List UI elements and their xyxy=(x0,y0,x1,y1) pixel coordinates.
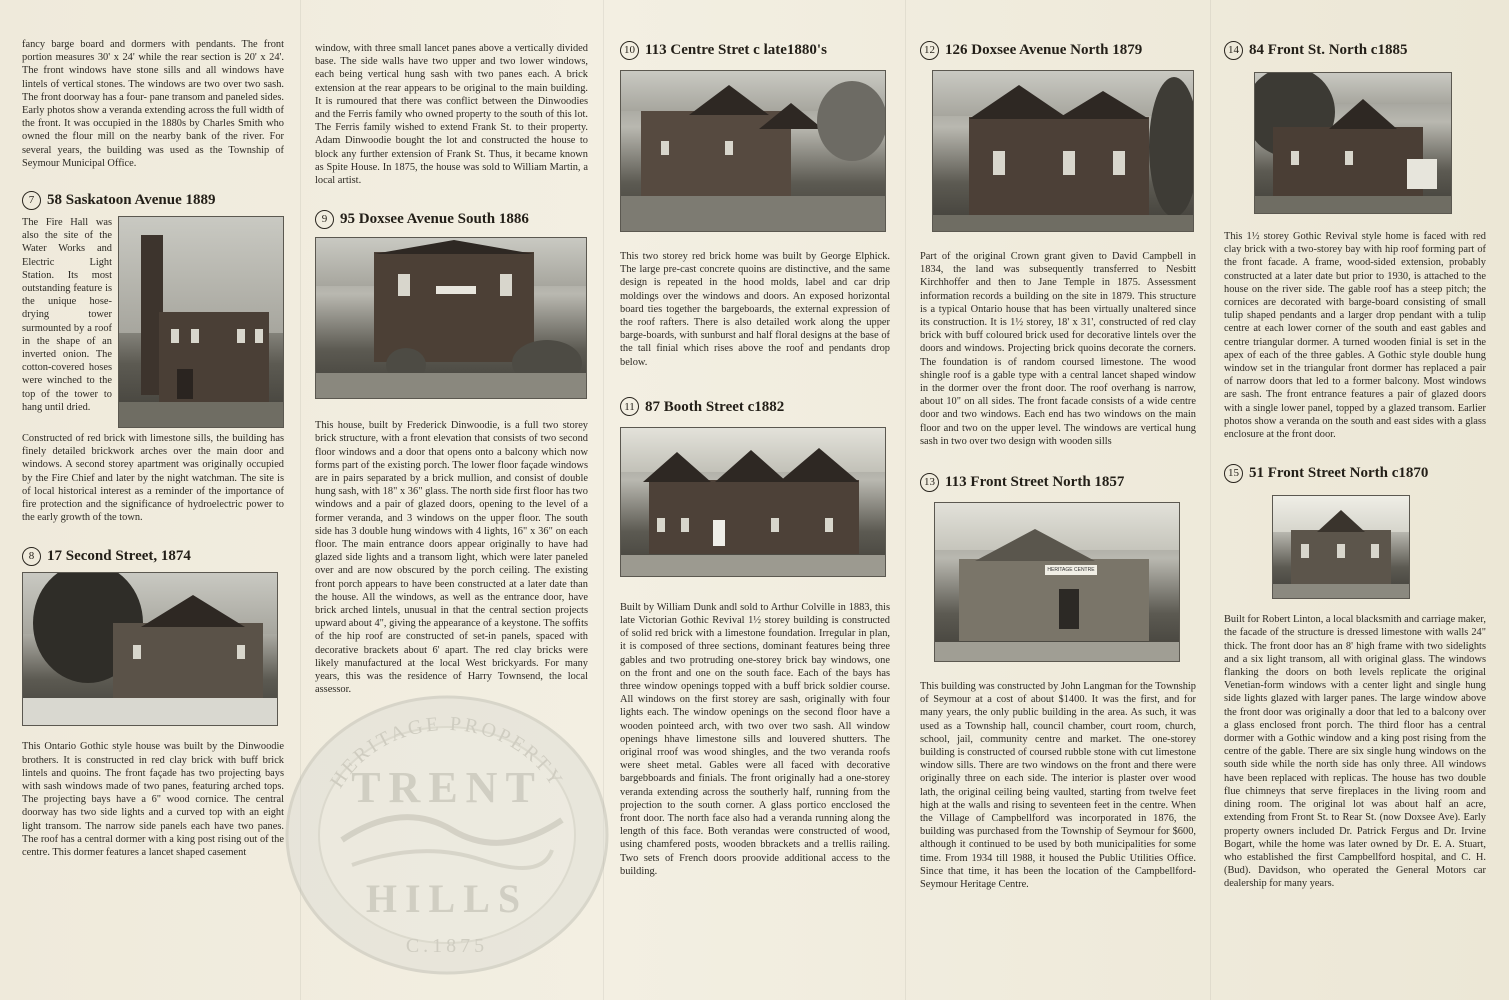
svg-text:HERITAGE PROPERTY xyxy=(326,713,568,792)
section-10-heading xyxy=(620,40,890,60)
section-title: 17 Second Street, 1874 xyxy=(47,548,191,565)
fold-line xyxy=(603,0,604,1000)
section-number: 13 xyxy=(920,473,939,492)
section-14-heading xyxy=(1224,40,1486,60)
section-7-text-a: The Fire Hall was also the site of the Water Works and Electric Light Station. Its most outstanding feature is the unique hose-drying tower surmounted by a roof in the shape of an inverted onion. The cotton-covered hoses were winched to the top of the tower to hang until dried. xyxy=(22,217,112,413)
column-4 xyxy=(920,40,1196,891)
section-number: 14 xyxy=(1224,41,1243,60)
section-8-text: This Ontario Gothic style house was built by the Dinwoodie brothers. It is constructed in red clay brick with buff brick lintels and quoins. The front façade has two projecting bays with sash windows made of two panes, featuring arched tops. The projecting bays have a 6" wood cornice. The central doorway has two side lights and a curved top with an eight light transom. The narrow side panels each have two panes. The roof has a central dormer with a king post rising out of the centre. This dormer features a lancet shaped casement xyxy=(22,741,284,859)
section-10-text: This two storey red brick home was built by George Elphick. The large pre-cast concrete quoins are distinctive, and the same design is repeated in the hood molds, label and car drip moldings over the windows and doors. An exposed horizontal board ties together the bargeboards, the external expression of the roof rafters. There is also detailed work along the upper barge-boards, with sunburst and half floral designs at the base of the tall finial which rises above the roof and pendants drop below. xyxy=(620,251,890,368)
column-5 xyxy=(1224,40,1486,891)
second-street-house-photo xyxy=(22,572,278,726)
section-11-heading xyxy=(620,397,890,417)
section-14-text: This 1½ storey Gothic Revival style home is faced with red clay brick with a two-storey bay with hip roof forming part of the front facade. A frame, wood-sided extension, probably constructed at a later date but prior to 1930, is attached to the house on the river side. The gable roof has a steep pitch; the cornices are decorated with barge-board consisting of small tulip shaped pendants and a larger drop pendant with a tulip centre at each lower corner of the south and east gables and centre triangular dormer. A turned wooden finial is set in the apex of each of the three gables. A Gothic style double hung window set in the triangular front dormer has replaced a pair of narrow doors that led to a former balcony. Most windows are sash. The front entrance features a pair of glazed doors with a single lower panel, topped by a glazed transom. Earlier photos show a veranda on the south and east sides with a glass enclosure at the front door. xyxy=(1224,231,1486,441)
section-number: 8 xyxy=(22,547,41,566)
section-number: 15 xyxy=(1224,464,1243,483)
section-number: 7 xyxy=(22,191,41,210)
section-title: 58 Saskatoon Avenue 1889 xyxy=(47,192,216,209)
section-title: 126 Doxsee Avenue North 1879 xyxy=(945,42,1143,58)
section-13-heading xyxy=(920,472,1196,492)
section-title: 95 Doxsee Avenue South 1886 xyxy=(340,211,529,228)
section-number: 10 xyxy=(620,41,639,60)
doxsee-south-house-photo xyxy=(315,237,587,399)
seal-arc-text: HERITAGE PROPERTY xyxy=(326,712,568,793)
fire-hall-photo xyxy=(118,216,284,428)
continued-text: window, with three small lancet panes above a vertically divided base. The side walls have two upper and two lower windows, each being vertical hung sash with two panes each. A brick extension at the rear appears to be original to the main building. It is rumoured that there was conflict between the Dinwoodies and the Ferris family who owned property to the south of this lot. The Ferris family wished to extend Frank St. to their property. Adam Dinwoodie bought the lot and constructed the house to block any further extension of Frank St. Thus, it became known as Spite House. In 1875, the house was sold to William Martin, a local artist. xyxy=(315,43,588,187)
section-title: 51 Front Street North c1870 xyxy=(1249,465,1429,482)
heritage-centre-sign: HERITAGE CENTRE xyxy=(1045,565,1097,575)
trent-hills-heritage-seal xyxy=(282,690,612,980)
seal-year: C.1875 xyxy=(405,935,489,957)
fold-line xyxy=(1210,0,1211,1000)
section-15-heading xyxy=(1224,463,1486,483)
seal-word-hills: HILLS xyxy=(365,876,529,921)
section-11-text: Built by William Dunk andl sold to Arthur Colville in 1883, this late Victorian Gothic Revival 1½ storey building is constructed of solid red brick with a limestone foundation. Irregular in plan, it is composed of three sections, dominant features being three gables and two protruding one-storey brick bay windows, one on the front and one on the south face. Each of the bays has three window openings topped with a buff brick soldier course. All windows on the first storey are sash, originally with four lights each. The window openings on the second floor have a wooden pointeed arch, with two over two sash. All window openings hhave limestone sills and louvered shutters. The original rroof was wood shingles, and the two veranda roofs were sheet metal. Gables were all faced with decorative bargebboards and finials. The front originally had a one-storey veranda extending across the southerly half, running from the projection to the south corner. A glass portico encclosed the front door. The north face also had a veranda running along the length of this face. Both verandas were constructed of wood, using chamfered posts, wooden bbrackets and a trellis railing. Two sets of French doors proovide additional access to the building. xyxy=(620,601,890,877)
column-3 xyxy=(620,40,890,878)
section-9-text: This house, built by Frederick Dinwoodie, is a full two storey brick structure, with a front elevation that consists of two second floor windows and a door that opens onto a balcony which now forms part of the existing porch. The lower floor façade windows are in pairs separated by a brick mullion, and consist of double hung sash, with 18" x 36" glass. The north side first floor has two windows and a pair of glazed doors, opening to the level of a former veranda, and 3 windows on the upper floor. The south side has 3 double hung windows with 4 lights, 16" x 36" on each floor. The main entrance doors appear originally to have had glazed side lights and a transom light, which were later paneled over and are now obscured by the porch ceiling. The existing front porch appears to have been constructed at a later date than the house. All the windows, as well as the entrance door, have brick arched lintels, unusual in that the central section projects upward about 4", giving the appearance of a keystone. The soffits of the hip roof are constructed of set-in panels, spaced with decorative brackets about 6' apart. The red clay bricks were likely manufactured at the local West brickyards. For many years, this was the residence of Harry Townsend, the local assessor. xyxy=(315,420,588,696)
column-2 xyxy=(315,42,588,697)
section-12-text: Part of the original Crown grant given to David Campbell in 1834, the land was subsequently transferred to Nesbitt Kirchhoffer and then to Jane Temple in 1875. Assessment information records a building on the site in 1879. This structure is a typical Ontario house that has been virtually unaltered since its construction. It is 1½ storey, 18' x 31', constructed of red clay brick with buff coloured brick used for decorative lintels over the doors and windows. Projecting brick quoins decorate the corners. The foundation is of random coursed limestone. The wood shingle roof is a gable type with a central lancet shaped window in the dormer over the front door. The roof overhang is narrow, about 10" on all sides. The front facade consists of a wide centre door and two windows. Each end has two windows on the main floor and two on the upper level. The windows are vertical hung sash in two over two design with wooden sills xyxy=(920,251,1196,447)
booth-street-house-photo xyxy=(620,427,886,577)
heritage-centre-photo xyxy=(934,502,1180,662)
seal-word-trent: TRENT xyxy=(351,763,543,812)
section-9-heading xyxy=(315,209,588,229)
continued-text: fancy barge board and dormers with pendants. The front portion measures 30' x 24' while the rear section is 20' x 24'. The front windows have stone sills and all windows have lintels of vertical stones. The windows are two over two sash. The front doorway has a four- pane transom and paneled sides. Early photos show a veranda extending across the full width of the front. It was occupied in the 1880s by Charles Smith who owned the flour mill on the nearby bank of the river. For several years, the building was used as the Township of Seymour Municipal Office. xyxy=(22,39,285,169)
column-1 xyxy=(22,38,284,859)
section-13-text: This building was constructed by John Langman for the Township of Seymour at a cost of about $1400. It was the first, and for many years, the only public building in the area. As such, it was used as a Township hall, council chamber, court room, church, school, jail, community centre and market. The one-storey building is constructed of coursed rubble stone with cut limestone window sills. There are two windows on the front and there were originally three on each side. The interior is plaster over wood lath, the original ceiling being vaulted, starting from twelve feet high at the walls and rising to seventeen feet in the centre. When the Village of Campbellford was incorporated in 1876, the building was purchased from the Township of Seymour for $600, although it continued to be used by both municipalities for some time. From 1934 till 1988, it housed the Public Utilities Office. Since that time, it has been the location of the Campbellford-Seymour Heritage Centre. xyxy=(920,681,1196,891)
section-15-text: Built for Robert Linton, a local blacksmith and carriage maker, the facade of the structure is dressed limestone with walls 24" thick. The front door has an 8' high frame with two sidelights and a six light transom, all with original glass. The windows flanking the doors on both levels replicate the original Venetian-form windows with a center light and single hung side lights glazed with larger panes. The large window above the front door was originally a door that led to a balcony over a glass enclosed front porch. The third floor has a central dormer with a Gothic window and a king post rising from the centre of the gable. There are six single hung windows on the south side while the north side has only three. All windows have been replaced with replicas. The house has two double flue chimneys that serve fireplaces in the living room and dining room. The original lot was about half an acre, extending from Front St. to Rear St. (now Doxsee Ave). Early property owners included Dr. Patrick Fergus and Dr. Irvine Bogart, while the home was later owned by Dr. E. A. Stuart, who established the first Campbellford hospital, and C. H. (Bud). Davidson, who operated the General Motors car dealership for many years. xyxy=(1224,614,1486,890)
fold-line xyxy=(300,0,301,1000)
linton-house-photo xyxy=(1272,495,1410,599)
section-number: 12 xyxy=(920,41,939,60)
centre-street-house-photo xyxy=(620,70,886,232)
section-7-body xyxy=(22,216,284,524)
section-title: 87 Booth Street c1882 xyxy=(645,398,785,415)
fold-line xyxy=(905,0,906,1000)
section-number: 11 xyxy=(620,397,639,416)
section-title: 84 Front St. North c1885 xyxy=(1249,42,1408,58)
section-12-heading xyxy=(920,40,1196,60)
section-title: 113 Centre Stret c late1880's xyxy=(645,42,827,58)
section-8-heading xyxy=(22,546,284,566)
section-7-heading xyxy=(22,190,284,210)
front-st-north-house-photo xyxy=(1254,72,1452,214)
doxsee-north-house-photo xyxy=(932,70,1194,232)
section-7-text-b: Constructed of red brick with limestone sills, the building has finely detailed brickwork arches over the main door and windows. A second storey apartment was originally occupied by the Fire Chief and later by the night watchman. The site is of local historical interest as a reminder of the importance of fire protection and the significance of hydroelectric power to the early growth of the town. xyxy=(22,433,284,524)
section-number: 9 xyxy=(315,210,334,229)
section-title: 113 Front Street North 1857 xyxy=(945,474,1125,491)
